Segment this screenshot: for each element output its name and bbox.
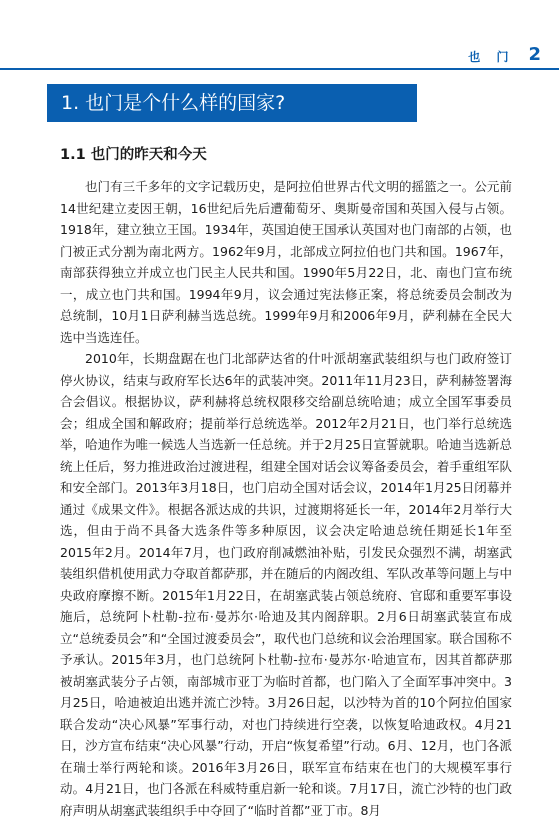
body-text	[60, 176, 512, 821]
chapter-heading: 1. 也门是个什么样的国家?	[47, 84, 417, 122]
page-number: 2	[528, 44, 541, 65]
paragraph: 2010年，长期盘踞在也门北部萨达省的什叶派胡塞武装组织与也门政府签订停火协议，结束与政府军长达6年的武装冲突。2011年11月23日，萨利赫签署海合会倡议。根据协议，萨利赫将总统权限移交给副总统哈迪；成立全国军事委员会；组成全国和解政府；提前举行总统选举。2012年2月21日，也门举行总统选举，哈迪作为唯一候选人当选新一任总统。并于2月25日宣誓就职。哈迪当选新总统上任后，努力推进政治过渡进程，组建全国对话会议筹备委员会，着手重组军队和安全部门。2013年3月18日，也门启动全国对话会议，2014年1月25日闭幕并通过《成果文件》。根据各派达成的共识，过渡期将延长一年，2014年2月举行大选，但由于尚不具备大选条件等多种原因，议会决定哈迪总统任期延长1年至2015年2月。2014年7月，也门政府削减燃油补贴，引发民众强烈不满，胡塞武装组织借机使用武力夺取首都萨那，并在随后的内阁改组、军队改革等问题上与中央政府摩擦不断。2015年1月22日，在胡塞武装占领总统府、官邸和重要军事设施后，总统阿卜杜勒-拉布·曼苏尔·哈迪及其内阁辞职。2月6日胡塞武装宣布成立“总统委员会”和“全国过渡委员会”，取代也门总统和议会治理国家。联合国称不予承认。2015年3月，也门总统阿卜杜勒-拉布·曼苏尔·哈迪宣布，因其首都萨那被胡塞武装分子占领，南部城市亚丁为临时首都，也门陷入了全面军事冲突中。3月25日，哈迪被迫出逃并流亡沙特。3月26日起，以沙特为首的10个阿拉伯国家联合发动“决心风暴”军事行动，对也门持续进行空袭，以恢复哈迪政权。4月21日，沙方宣布结束“决心风暴”行动，开启“恢复希望”行动。6月、12月，也门各派在瑞士举行两轮和谈。2016年3月26日，联军宣布结束在也门的大规模军事行动。4月21日，也门各派在科威特重启新一轮和谈。7月17日，流亡沙特的也门政府声明从胡塞武装组织手中夺回了“临时首都”亚丁市。8月	[60, 351, 512, 818]
section-heading: 1.1 也门的昨天和今天	[60, 147, 207, 163]
header-country-name: 也 门	[468, 50, 515, 64]
running-header	[468, 40, 541, 66]
header-rule	[0, 68, 559, 70]
paragraph: 也门有三千多年的文字记载历史，是阿拉伯世界古代文明的摇篮之一。公元前14世纪建立麦因王朝，16世纪后先后遭葡萄牙、奥斯曼帝国和英国入侵与占领。1918年，建立独立王国。1934年，英国迫使王国承认英国对也门南部的占领，也门被正式分割为南北两方。1962年9月，北部成立阿拉伯也门共和国。1967年，南部获得独立并成立也门民主人民共和国。1990年5月22日，北、南也门宣布统一，成立也门共和国。1994年9月，议会通过宪法修正案，将总统委员会制改为总统制，10月1日萨利赫当选总统。1999年9月和2006年9月，萨利赫在全民大选中当选连任。	[60, 179, 512, 345]
